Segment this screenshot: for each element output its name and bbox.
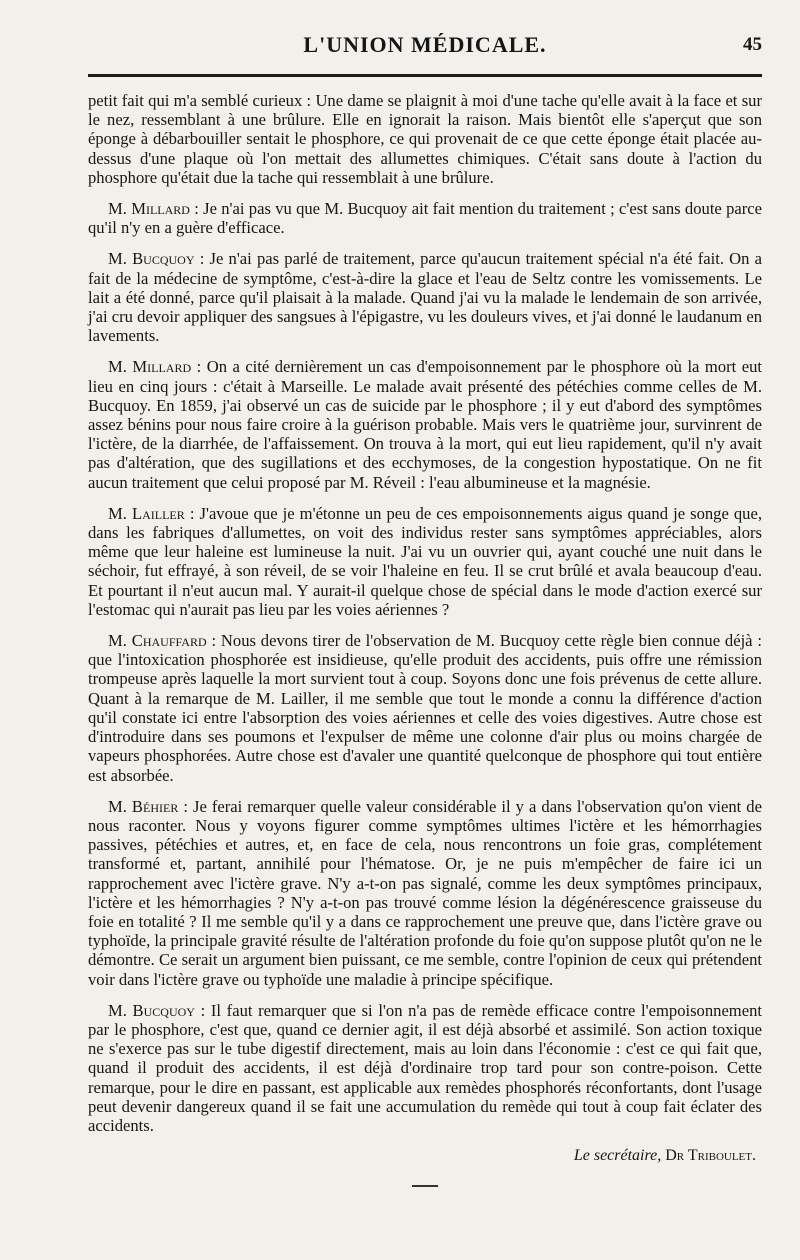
journal-title: L'UNION MÉDICALE. (303, 32, 547, 57)
paragraph-behier (88, 797, 762, 989)
paragraph-bucquoy-2 (88, 1001, 762, 1135)
signature (88, 1147, 762, 1165)
page-header (88, 28, 762, 68)
paragraph-text: Je n'ai pas parlé de traitement, parce qu'aucun traitement spécial n'a été fait. On a fait de la médecine de symptôme, c'est-à-dire la glace et l'eau de Seltz contre les vomissements. Le lait a été donné, parce qu'il plaisait à la malade. Quand j'ai vu la malade le lendemain de son arrivée, j'ai cru devoir appliquer des sangsues à l'épigastre, vu les douleurs vives, et j'ai donné le laudanum en lavements. (88, 249, 763, 346)
paragraph-text: J'avoue que je m'étonne un peu de ces empoisonnements aigus quand je songe que, dans les fabriques d'allumettes, on voit des individus rester sans symptômes appréciables, alors même que leur haleine est lumineuse la nuit. J'ai vu un ouvrier qui, ayant couché une nuit dans le séchoir, fut effrayé, à son réveil, de se voir l'haleine en feu. Il se crut brûlé et avala beaucoup d'eau. Et pourtant il n'eut aucun mal. Y aurait-il quelque chose de spécial dans le mode d'action exercé sur l'estomac qui n'aurait pas lieu par les voies aériennes ? (88, 503, 762, 619)
speaker-name: M. Bucquoy : (108, 249, 205, 269)
paragraph-intro (88, 91, 762, 187)
paragraph-text: petit fait qui m'a semblé curieux : Une dame se plaignit à moi d'une tache qu'elle avait à la face et sur le nez, ressemblant à une brûlure. Elle en ignorait la raison. Mais bientôt elle s'aperçut que son éponge à débarbouiller sentait le phosphore, ce qui provenait de ce que cette éponge était placée au-dessus d'une plaque où l'on mettait des allumettes chimiques. C'était sans doute à l'action du phosphore qu'était due la tache qui ressemblait à une brûlure. (88, 91, 762, 187)
speaker-name: M. Chauffard : (108, 631, 217, 651)
speaker-name: M. Millard : (108, 199, 199, 219)
speaker-name: M. Bucquoy : (108, 1000, 206, 1020)
paragraph-lailler (88, 504, 762, 619)
paragraph-text: Il faut remarquer que si l'on n'a pas de remède efficace contre l'empoisonnement par le phosphore, c'est que, quand ce dernier agit, il est déjà absorbé et assimilé. Son action toxique ne s'exerce pas sur le tube digestif directement, mais au loin dans l'économie : c'est ce qui fait que, quand il produit des accidents, il est déjà d'ordinaire trop tard pour son contre-poison. Cette remarque, pour le dire en passant, est applicable aux remèdes phosphorés réconfortants, dont l'usage peut devenir dangereux quand il se fait une accumulation du remède qui tout à coup fait éclater des accidents. (88, 1000, 762, 1135)
paragraph-text: Je ferai remarquer quelle valeur considérable il y a dans l'observation qu'on vient de nous raconter. Nous y voyons figurer comme symptômes ultimes l'ictère et les hémorrhagies passives, pétéchies et autres, et, en face de cela, nous rencontrons un foie gras, complétement transformé et, partant, annihilé pour l'hématose. Or, je ne puis m'empêcher de faire ici un rapprochement avec l'ictère grave. N'y a-t-on pas signalé, comme les deux symptômes principaux, l'ictère et les hémorrhagies ? N'y a-t-on pas trouvé comme lésion la dégénérescence graisseuse du foie en totalité ? Il me semble qu'il y a dans ce rapprochement une preuve que, dans l'ictère grave ou typhoïde, la principale gravité résulte de l'altération profonde du foie qu'on suppose plutôt qu'on ne le démontre. Ce serait un argument bien puissant, ce me semble, contre l'opinion de ceux qui prétendent voir dans l'ictère grave ou typhoïde une maladie à principe spécifique. (88, 796, 762, 989)
paragraph-millard-1 (88, 199, 762, 237)
speaker-name: M. Béhier : (108, 796, 188, 816)
paragraph-bucquoy-1 (88, 249, 762, 345)
signature-name: Dr Triboulet. (665, 1147, 756, 1165)
signature-role: Le secrétaire, (573, 1147, 662, 1165)
speaker-name: M. Millard : (108, 357, 202, 377)
end-divider (412, 1185, 438, 1187)
page-number: 45 (743, 34, 762, 55)
paragraph-millard-2 (88, 357, 762, 491)
speaker-name: M. Lailler : (108, 503, 195, 523)
paragraph-chauffard (88, 631, 762, 785)
paragraph-text: Je n'ai pas vu que M. Bucquoy ait fait mention du traitement ; c'est sans doute parce qu'il n'y en a guère d'efficace. (88, 199, 762, 238)
paragraph-text: On a cité dernièrement un cas d'empoisonnement par le phosphore où la mort eut lieu en cinq jours : c'était à Marseille. Le malade avait présenté des pétéchies comme celles de M. Bucquoy. En 1859, j'ai observé un cas de suicide par le phosphore ; il y eut d'abord des symptômes assez bénins pour nous faire croire à la guérison probable. Mais vers le quatrième jour, survinrent de l'ictère, de la diarrhée, de l'affaissement. On trouva à la mort, qui eut lieu rapidement, qu'il n'y avait pas d'altération, que des sugillations et des ecchymoses, de la congestion hypostatique. On ne fit aucun traitement que celui proposé par M. Réveil : l'eau albumineuse et la magnésie. (88, 357, 762, 492)
header-rule (88, 74, 762, 77)
paragraph-text: Nous devons tirer de l'observation de M. Bucquoy cette règle bien connue déjà : que l'intoxication phosphorée est insidieuse, qu'elle produit des accidents, puis offre une rémission trompeuse après laquelle la mort survient tout à coup. Soyons donc une fois prévenus de cette allure. Quant à la remarque de M. Lailler, il me semble que tout le monde a connu la différence d'action qu'il constate ici entre l'absorption des voies aériennes et celle des voies digestives. Autre chose est d'introduire dans ses poumons et l'expulser de même une colonne d'air plus ou moins chargée de vapeurs phosphorées. Autre chose est d'avaler une quantité quelconque de phosphore qui tout entière est absorbée. (88, 631, 763, 785)
